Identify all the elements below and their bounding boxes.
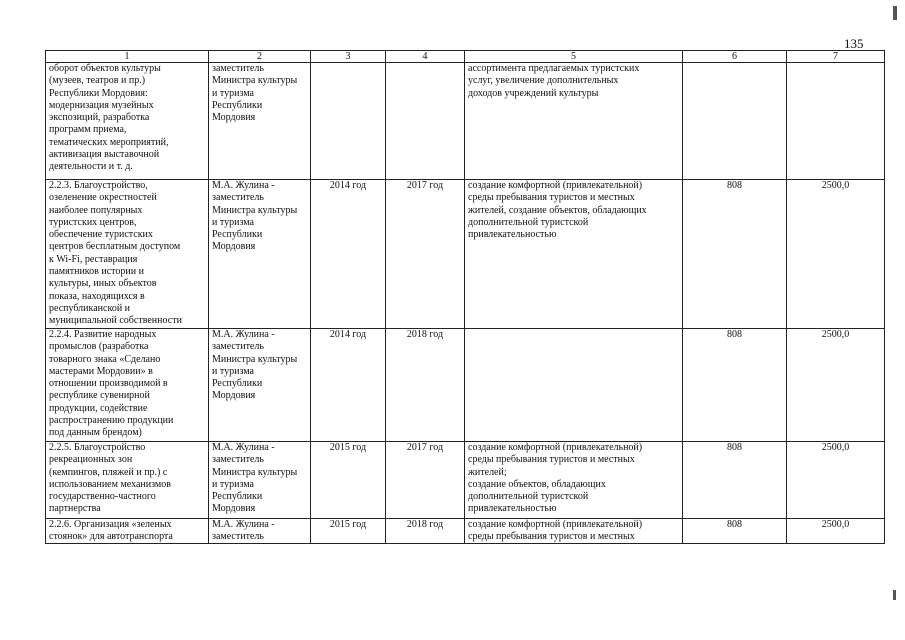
amount-cell: 2500,0 (787, 180, 885, 329)
result-text: создание комфортной (привлекательной) среды пребывания туристов и местных жителей, создание объектов, обладающих дополнительной туристской привлекательностью (468, 180, 647, 241)
end-year-cell: 2018 год (386, 519, 465, 544)
code-cell: 808 (683, 442, 787, 519)
page-number: 135 (844, 36, 864, 51)
result-text: создание комфортной (привлекательной) среды пребывания туристов и местных жителей; создание объектов, обладающих дополнительной туристской привлекательностью (468, 442, 643, 515)
start-year-cell: 2015 год (311, 442, 386, 519)
amount-cell: 2500,0 (787, 442, 885, 519)
code-cell: 808 (683, 180, 787, 329)
measure-text: 2.2.6. Организация «зеленых стоянок» для автотранспорта (49, 519, 173, 543)
responsible-cell (209, 519, 311, 544)
amount-cell: 2500,0 (787, 519, 885, 544)
scan-edge-mark (893, 6, 897, 20)
start-year-cell: 2014 год (311, 329, 386, 442)
result-cell (465, 329, 683, 442)
table-row (46, 442, 885, 519)
measure-cell (46, 329, 209, 442)
column-header-3: 3 (311, 51, 386, 63)
column-header-1: 1 (46, 51, 209, 63)
result-cell (465, 442, 683, 519)
column-header-6: 6 (683, 51, 787, 63)
responsible-cell (209, 329, 311, 442)
responsible-cell (209, 442, 311, 519)
end-year-cell: 2018 год (386, 329, 465, 442)
result-cell (465, 180, 683, 329)
result-cell (465, 519, 683, 544)
responsible-text: М.А. Жулина - заместитель Министра культуры и туризма Республики Мордовия (212, 442, 298, 515)
responsible-text: М.А. Жулина - заместитель Министра культуры и туризма Республики Мордовия (212, 180, 298, 253)
result-text: создание комфортной (привлекательной) среды пребывания туристов и местных (468, 519, 643, 543)
start-year-cell: 2015 год (311, 519, 386, 544)
responsible-cell (209, 180, 311, 329)
responsible-text: М.А. Жулина - заместитель Министра культуры и туризма Республики Мордовия (212, 329, 298, 402)
start-year-cell (311, 63, 386, 180)
measure-text: 2.2.4. Развитие народных промыслов (разработка товарного знака «Сделано мастерами Мордовии» в отношении производимой в республике сувенирной продукции, содействие распространению продукции под данным брендом) (49, 329, 174, 439)
start-year-cell: 2014 год (311, 180, 386, 329)
header-row (46, 51, 885, 63)
table-row (46, 63, 885, 180)
measure-cell (46, 63, 209, 180)
code-cell: 808 (683, 329, 787, 442)
measure-cell (46, 180, 209, 329)
amount-cell: 2500,0 (787, 329, 885, 442)
measure-cell (46, 442, 209, 519)
code-cell (683, 63, 787, 180)
end-year-cell (386, 63, 465, 180)
column-header-5: 5 (465, 51, 683, 63)
measure-text: оборот объектов культуры (музеев, театров и пр.) Республики Мордовия: модернизация музейных экспозиций, разработка программ приема, тематических мероприятий, активизация выставочной деятельности и т. д. (49, 63, 169, 173)
responsible-text: заместитель Министра культуры и туризма Республики Мордовия (212, 63, 298, 124)
end-year-cell: 2017 год (386, 180, 465, 329)
table-row (46, 519, 885, 544)
measure-text: 2.2.5. Благоустройство рекреационных зон (кемпингов, пляжей и пр.) с использованием механизмов государственно-частного партнерства (49, 442, 171, 515)
responsible-text: М.А. Жулина - заместитель (212, 519, 275, 543)
table-row (46, 180, 885, 329)
code-cell: 808 (683, 519, 787, 544)
responsible-cell (209, 63, 311, 180)
table-row (46, 329, 885, 442)
column-header-4: 4 (386, 51, 465, 63)
program-measures-table (45, 50, 885, 544)
column-header-7: 7 (787, 51, 885, 63)
measure-text: 2.2.3. Благоустройство, озеленение окрестностей наиболее популярных туристских центров, обеспечение туристских центров бесплатным доступом к Wi-Fi, реставрация памятников истории и культуры, иных объектов показа, находящихся в республиканской и муниципальной собственности (49, 180, 182, 327)
amount-cell (787, 63, 885, 180)
column-header-2: 2 (209, 51, 311, 63)
scan-edge-mark (893, 590, 896, 600)
measure-cell (46, 519, 209, 544)
end-year-cell: 2017 год (386, 442, 465, 519)
result-text: ассортимента предлагаемых туристских услуг, увеличение дополнительных доходов учреждений культуры (468, 63, 640, 99)
result-cell (465, 63, 683, 180)
